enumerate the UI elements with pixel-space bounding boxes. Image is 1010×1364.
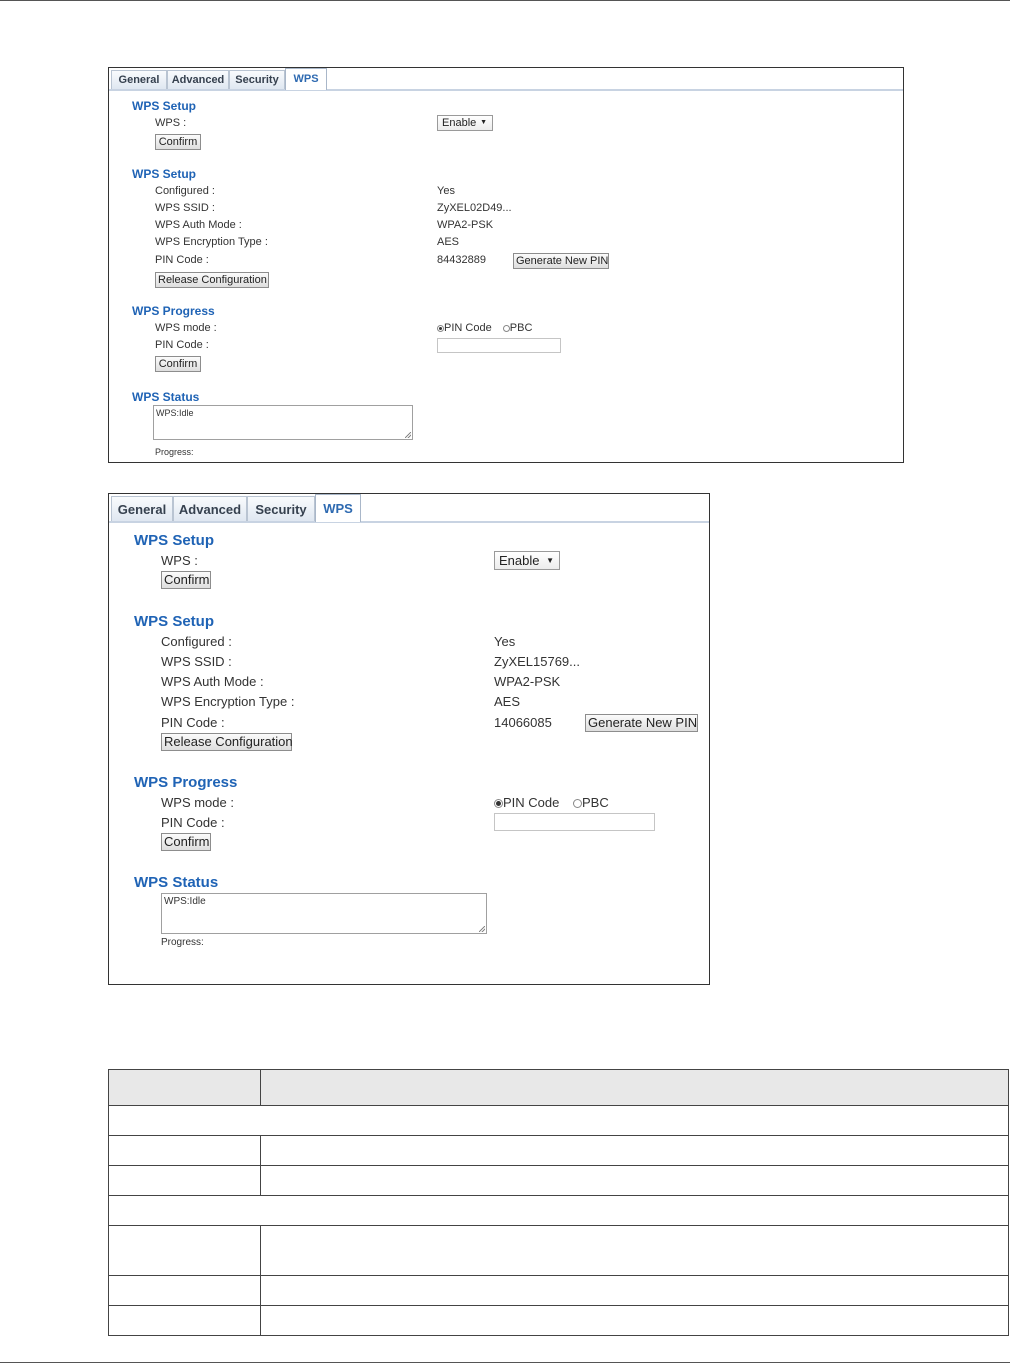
wps-status-textarea[interactable]: [153, 405, 413, 440]
table-row: [109, 1136, 1009, 1166]
radio-pbc[interactable]: [503, 325, 510, 332]
wps-mode-label: WPS mode :: [161, 795, 234, 810]
table-row: [109, 1306, 1009, 1336]
wps-enable-select[interactable]: [437, 115, 493, 131]
wps-status-textarea[interactable]: [161, 893, 487, 934]
table-row: [109, 1276, 1009, 1306]
section-title-wps-status: WPS Status: [134, 874, 219, 891]
wps-ssid-value: ZyXEL15769...: [494, 654, 580, 669]
table-header-row: [109, 1070, 1009, 1106]
pin-code-label: PIN Code :: [155, 254, 209, 266]
table-header-cell: [109, 1070, 261, 1106]
progress-pin-code-label: PIN Code :: [155, 339, 209, 351]
section-title-wps-status: WPS Status: [132, 390, 200, 404]
wps-auth-mode-value: WPA2-PSK: [437, 219, 494, 231]
resize-grip-icon[interactable]: [479, 926, 485, 932]
wps-select-value: Enable: [442, 117, 477, 129]
progress-label: Progress:: [161, 937, 204, 948]
table-header-cell: [261, 1070, 1009, 1106]
wps-encryption-type-label: WPS Encryption Type :: [155, 236, 268, 248]
wps-mode-radio-group: [494, 795, 609, 810]
table-section-row: [109, 1196, 1009, 1226]
wps-auth-mode-value: WPA2-PSK: [494, 674, 561, 689]
wps-ssid-value: ZyXEL02D49...: [437, 202, 512, 214]
tab-advanced[interactable]: Advanced: [173, 496, 247, 521]
wps-screenshot-large: [108, 493, 710, 985]
progress-pin-code-label: PIN Code :: [161, 815, 225, 830]
chevron-down-icon: ▼: [480, 119, 487, 126]
tab-general[interactable]: General: [111, 496, 173, 521]
tab-advanced[interactable]: Advanced: [167, 70, 229, 89]
generate-new-pin-button[interactable]: Generate New PIN: [513, 253, 609, 269]
configured-label: Configured :: [161, 634, 232, 649]
confirm-button[interactable]: Confirm: [161, 833, 211, 851]
wps-ssid-label: WPS SSID :: [155, 202, 215, 214]
tab-wps[interactable]: WPS: [315, 494, 361, 522]
wps-ssid-label: WPS SSID :: [161, 654, 232, 669]
confirm-button[interactable]: Confirm: [155, 134, 201, 150]
wps-encryption-type-value: AES: [437, 236, 460, 248]
release-configuration-button[interactable]: Release Configuration: [161, 733, 292, 751]
section-title-wps-setup: WPS Setup: [132, 99, 197, 113]
section-title-wps-progress: WPS Progress: [134, 774, 238, 791]
tab-general[interactable]: General: [111, 70, 167, 89]
radio-pin-code[interactable]: [494, 799, 503, 808]
footer-rule: [0, 1362, 1010, 1363]
table-row: [109, 1166, 1009, 1196]
tab-security[interactable]: Security: [229, 70, 285, 89]
wps-select-value: Enable: [499, 553, 540, 568]
section-title-wps-setup: WPS Setup: [134, 613, 215, 630]
wps-enable-select[interactable]: [494, 551, 560, 570]
wps-mode-label: WPS mode :: [155, 322, 217, 334]
pin-code-value: 84432889: [437, 254, 486, 266]
table-section-row: [109, 1106, 1009, 1136]
wps-encryption-type-value: AES: [494, 694, 521, 709]
wps-encryption-type-label: WPS Encryption Type :: [161, 694, 295, 709]
confirm-button[interactable]: Confirm: [161, 571, 211, 589]
section-title-wps-progress: WPS Progress: [132, 304, 215, 318]
progress-label: Progress:: [155, 447, 194, 457]
wps-mode-radio-group: [437, 322, 532, 334]
field-description-table: [108, 1069, 1009, 1336]
pin-code-label: PIN Code :: [161, 715, 225, 730]
wps-auth-mode-label: WPS Auth Mode :: [155, 219, 242, 231]
confirm-button[interactable]: Confirm: [155, 356, 201, 372]
pin-code-input[interactable]: [494, 813, 655, 831]
tab-bar: [109, 494, 709, 523]
chevron-down-icon: ▼: [546, 556, 554, 565]
tab-bar: [109, 68, 903, 91]
wps-label: WPS :: [161, 553, 198, 568]
wps-status-text: WPS:Idle: [156, 408, 194, 418]
radio-pin-code-label: PIN Code: [444, 322, 492, 334]
wps-status-text: WPS:Idle: [164, 896, 206, 907]
wps-auth-mode-label: WPS Auth Mode :: [161, 674, 264, 689]
resize-grip-icon[interactable]: [405, 432, 411, 438]
pin-code-input[interactable]: [437, 338, 561, 353]
configured-value: Yes: [494, 634, 516, 649]
header-rule: [0, 0, 1010, 1]
release-configuration-button[interactable]: Release Configuration: [155, 272, 269, 288]
wps-label: WPS :: [155, 117, 187, 129]
pin-code-value: 14066085: [494, 715, 552, 730]
section-title-wps-setup: WPS Setup: [132, 167, 197, 181]
generate-new-pin-button[interactable]: Generate New PIN: [585, 714, 698, 732]
tab-security[interactable]: Security: [247, 496, 315, 521]
configured-label: Configured :: [155, 185, 215, 197]
table-row: [109, 1226, 1009, 1276]
radio-pbc-label: PBC: [582, 795, 609, 810]
wps-screenshot-small: [108, 67, 904, 463]
radio-pbc[interactable]: [573, 799, 582, 808]
radio-pin-code[interactable]: [437, 325, 444, 332]
radio-pin-code-label: PIN Code: [503, 795, 560, 810]
tab-wps[interactable]: WPS: [285, 68, 327, 90]
configured-value: Yes: [437, 185, 455, 197]
section-title-wps-setup: WPS Setup: [134, 532, 215, 549]
radio-pbc-label: PBC: [509, 322, 533, 334]
